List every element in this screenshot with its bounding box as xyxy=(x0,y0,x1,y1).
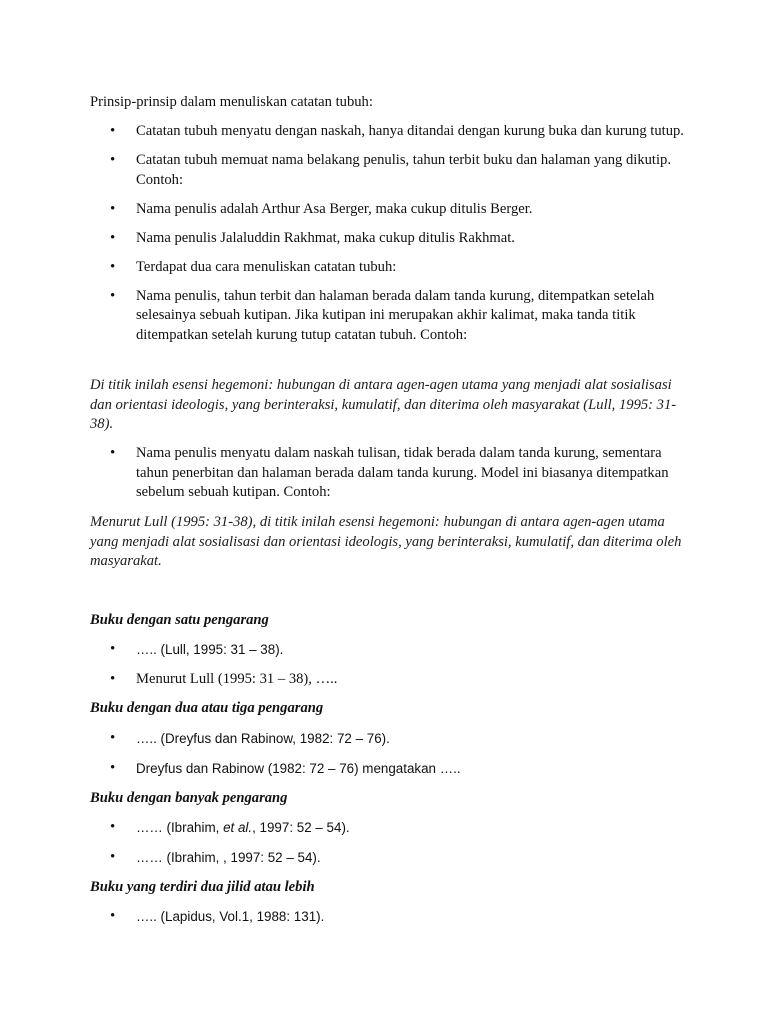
bullet-icon: • xyxy=(110,123,116,139)
section-heading-satu: Buku dengan satu pengarang xyxy=(90,612,269,628)
dua-list xyxy=(90,729,690,780)
bullet-icon: • xyxy=(110,258,116,275)
bullet-icon: • xyxy=(110,849,116,865)
list-item: • Nama penulis menyatu dalam naskah tulisan, tidak berada dalam tanda kurung, sementara tahun penerbitan dan halaman berada dalam tanda kurung. Model ini biasanya ditempatkan sebelum sebuah kutipan. Contoh: xyxy=(110,445,669,500)
list-item: • Dreyfus dan Rabinow (1982: 72 – 76) mengatakan ….. xyxy=(90,759,690,780)
bullet-icon: • xyxy=(110,760,116,776)
bullet-icon: • xyxy=(110,819,116,835)
intro-line: Prinsip-prinsip dalam menuliskan catatan tubuh: xyxy=(90,94,373,110)
list-item: • ….. (Dreyfus dan Rabinow, 1982: 72 – 76). xyxy=(90,729,690,750)
bullet-icon: • xyxy=(110,671,116,687)
principles-list xyxy=(90,122,690,345)
list-item: • Catatan tubuh memuat nama belakang penulis, tahun terbit buku dan halaman yang dikutip. Contoh: xyxy=(110,152,671,188)
jilid-list xyxy=(90,907,690,928)
list-item: • …… (Ibrahim, , 1997: 52 – 54). xyxy=(90,848,690,869)
bullet-icon: • xyxy=(110,200,116,217)
bullet-icon: • xyxy=(110,908,116,924)
example-quote-2: Menurut Lull (1995: 31-38), di titik inilah esensi hegemoni: hubungan di antara agen-agen utama yang menjadi alat sosialisasi dan orientasi ideologis, yang berinteraksi, kumulatif, dan diterima oleh masyarakat. xyxy=(90,514,682,569)
section-heading-dua: Buku dengan dua atau tiga pengarang xyxy=(90,700,324,716)
list-item: • ….. (Lull, 1995: 31 – 38). xyxy=(90,640,690,661)
section-heading-banyak: Buku dengan banyak pengarang xyxy=(90,790,288,806)
satu-list xyxy=(90,640,690,690)
list-item: • Catatan tubuh menyatu dengan naskah, hanya ditandai dengan kurung buka dan kurung tutup. xyxy=(90,122,690,142)
list-item: • Nama penulis adalah Arthur Asa Berger, maka cukup ditulis Berger. xyxy=(90,200,690,220)
list-item: • Nama penulis Jalaluddin Rakhmat, maka cukup ditulis Rakhmat. xyxy=(90,229,690,249)
example-quote-1: Di titik inilah esensi hegemoni: hubungan di antara agen-agen utama yang menjadi alat sosialisasi dan orientasi ideologis, yang berinteraksi, kumulatif, dan diterima oleh masyarakat (Lull, 1995: 31-38). xyxy=(90,377,677,432)
bullet-icon: • xyxy=(110,287,116,304)
bullet-icon: • xyxy=(110,730,116,746)
list-item: • …… (Ibrahim, et al., 1997: 52 – 54). xyxy=(90,818,690,839)
bullet-icon: • xyxy=(110,229,116,246)
section-heading-jilid: Buku yang terdiri dua jilid atau lebih xyxy=(90,879,315,895)
bullet-icon: • xyxy=(110,641,116,657)
bullet-icon: • xyxy=(110,152,116,168)
list-item: • Menurut Lull (1995: 31 – 38), ….. xyxy=(90,670,690,690)
banyak-list xyxy=(90,818,690,869)
list-item: • Terdapat dua cara menuliskan catatan tubuh: xyxy=(90,258,690,278)
bullet-icon: • xyxy=(110,445,116,461)
list-item: • ….. (Lapidus, Vol.1, 1988: 131). xyxy=(90,907,690,928)
list-item: • Nama penulis, tahun terbit dan halaman berada dalam tanda kurung, ditempatkan setelah selesainya sebuah kutipan. Jika kutipan ini merupakan akhir kalimat, maka tanda titik ditempatkan setelah kurung tutup catatan tubuh. Contoh: xyxy=(110,287,655,343)
model-list xyxy=(90,444,690,503)
